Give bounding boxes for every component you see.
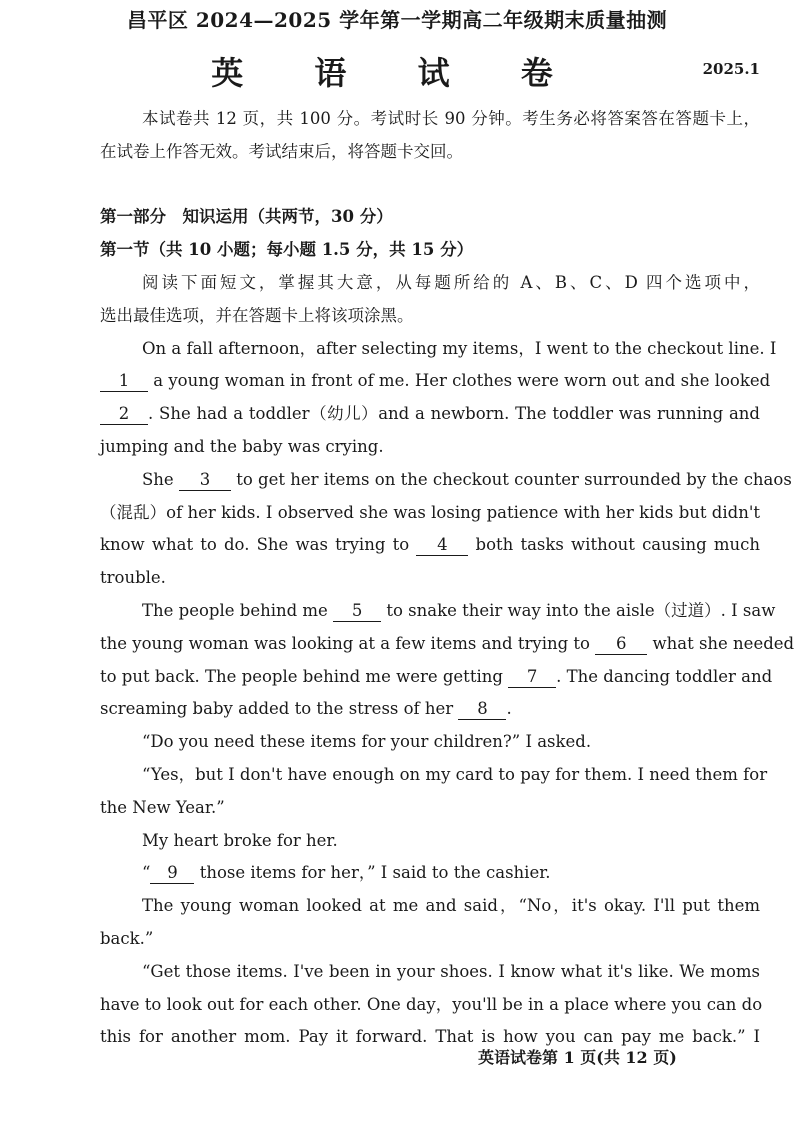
passage-line: this for another mom. Pay it forward. That is how you can pay me back.” I — [100, 1027, 760, 1047]
passage-line: “Get those items. I've been in your shoes. I know what it's like. We moms — [142, 961, 760, 981]
blank-6: 6 — [595, 634, 647, 655]
passage-line — [100, 857, 760, 890]
passage-line — [100, 661, 773, 694]
blank-1: 1 — [100, 371, 148, 392]
instructions-line-1: 本试卷共 12 页，共 100 分。考试时长 90 分钟。考生务必将答案答在答题卡上， — [142, 109, 760, 128]
passage-line: （混乱）of her kids. I observed she was losing patience with her kids but didn't — [100, 502, 760, 522]
passage-line: back.” — [100, 928, 154, 948]
passage-text: both tasks without causing much — [475, 535, 761, 555]
section1-heading: 第一节（共 10 小题；每小题 1.5 分，共 15 分） — [100, 240, 474, 260]
passage-line: have to look out for each other. One day，you'll be in a place where you can do — [100, 994, 763, 1014]
passage-line — [100, 464, 792, 497]
passage-line: “Yes，but I don't have enough on my card to pay for them. I need them for — [142, 764, 768, 784]
blank-2: 2 — [100, 404, 148, 425]
blank-4: 4 — [416, 535, 468, 556]
passage-line — [100, 398, 760, 431]
passage-text: what she needed — [652, 633, 794, 653]
passage-line: “Do you need these items for your children?” I asked. — [142, 732, 592, 752]
passage-text: . She had a toddler（幼儿）and a newborn. The toddler was running and — [148, 404, 760, 424]
passage-line: On a fall afternoon，after selecting my items，I went to the checkout line. I — [142, 338, 777, 358]
passage-line — [100, 529, 760, 562]
passage-text: screaming baby added to the stress of her — [100, 699, 454, 719]
passage-text: to get her items on the checkout counter surrounded by the chaos — [236, 469, 792, 489]
page-footer: 英语试卷第 1 页(共 12 页) — [478, 1048, 677, 1067]
passage-line: My heart broke for her. — [142, 830, 338, 850]
passage-text: know what to do. She was trying to — [100, 535, 410, 555]
exam-header: 昌平区 2024—2025 学年第一学期高二年级期末质量抽测 — [126, 8, 668, 32]
passage-line: jumping and the baby was crying. — [100, 436, 384, 456]
blank-7: 7 — [508, 667, 556, 688]
passage-text: The people behind me — [142, 600, 328, 620]
exam-date: 2025.1 — [702, 60, 760, 78]
passage-line — [100, 628, 794, 661]
blank-8: 8 — [458, 699, 506, 720]
spacer — [100, 169, 760, 202]
passage-text: . — [506, 699, 512, 719]
blank-9: 9 — [150, 863, 194, 884]
passage-text: a young woman in front of me. Her clothes were worn out and she looked — [153, 371, 771, 391]
instructions-line-2: 在试卷上作答无效。考试结束后，将答题卡交回。 — [100, 141, 463, 161]
passage-text: those items for her，” I said to the cashier. — [199, 863, 551, 883]
passage-line: The young woman looked at me and said，“No，it's okay. I'll put them — [142, 896, 760, 916]
passage-text: to put back. The people behind me were getting — [100, 666, 503, 686]
blank-3: 3 — [179, 470, 231, 491]
passage-text: “ — [142, 863, 151, 883]
passage-text: . The dancing toddler and — [556, 666, 773, 686]
passage-line: trouble. — [100, 568, 166, 588]
exam-title: 英 语 试 卷 — [211, 54, 583, 92]
passage-line — [100, 365, 771, 398]
passage-line — [100, 693, 760, 726]
passage-text: the young woman was looking at a few items and trying to — [100, 633, 590, 653]
passage-line: the New Year.” — [100, 797, 225, 817]
passage-text: to snake their way into the aisle（过道）. I saw — [386, 600, 776, 620]
exam-body — [100, 103, 794, 1054]
passage-text: She — [142, 469, 174, 489]
blank-5: 5 — [333, 601, 381, 622]
direction-line-1: 阅读下面短文，掌握其大意，从每题所给的 A、B、C、D 四个选项中， — [142, 272, 760, 292]
direction-line-2: 选出最佳选项，并在答题卡上将该项涂黑。 — [100, 305, 414, 325]
part1-heading: 第一部分 知识运用（共两节，30 分） — [100, 207, 393, 227]
passage-line — [100, 595, 776, 628]
